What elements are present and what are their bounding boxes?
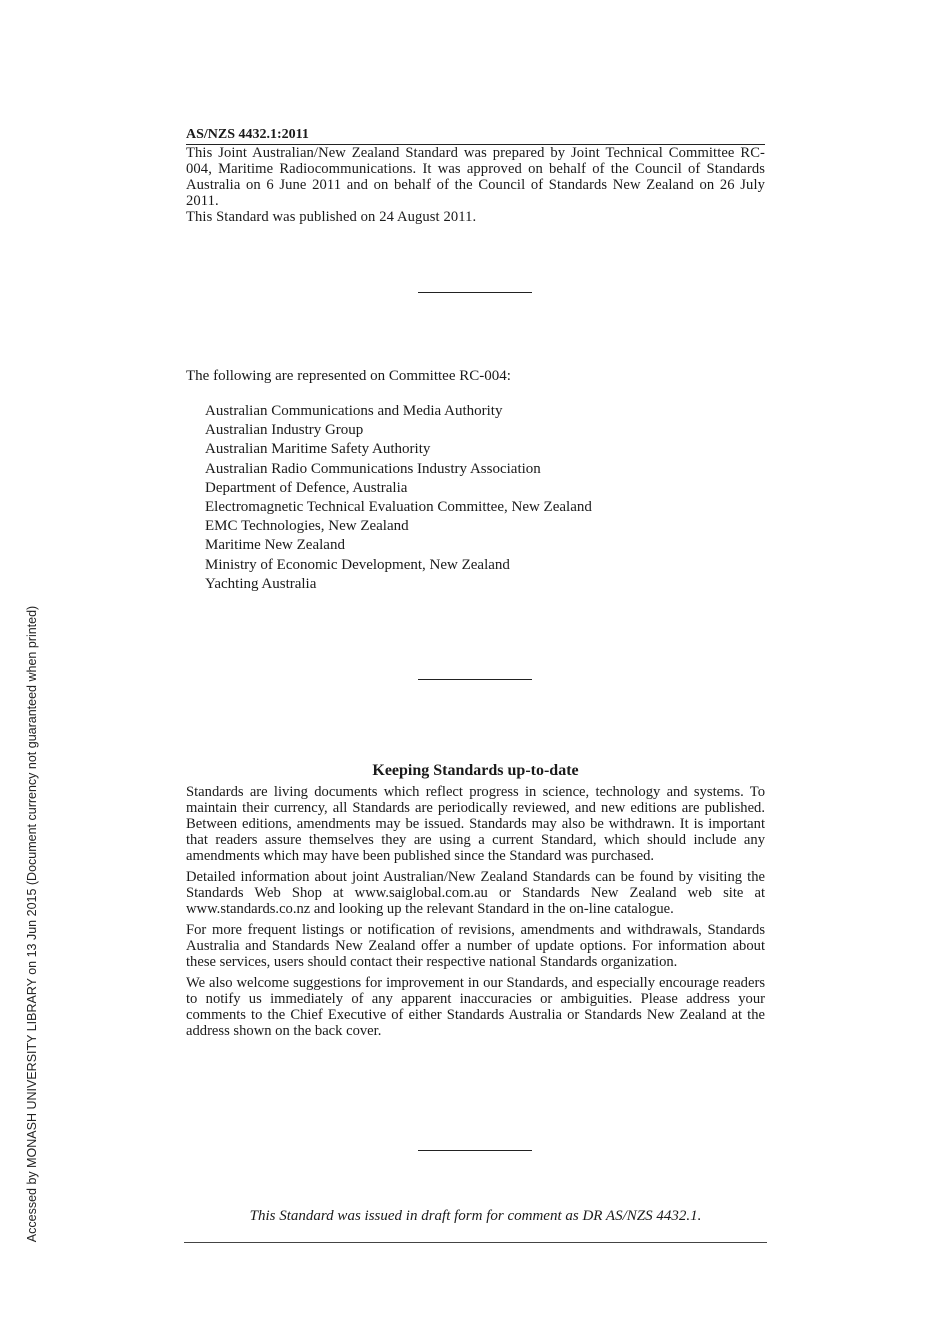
list-item: Electromagnetic Technical Evaluation Committee, New Zealand <box>205 498 592 515</box>
list-item: Ministry of Economic Development, New Zealand <box>205 556 510 573</box>
committee-intro: The following are represented on Committee RC-004: <box>186 368 511 384</box>
section-divider <box>418 292 532 293</box>
list-item: Yachting Australia <box>205 575 317 592</box>
draft-note: This Standard was issued in draft form for comment as DR AS/NZS 4432.1. <box>249 1208 702 1224</box>
body-paragraph: We also welcome suggestions for improvement in our Standards, and especially encourage readers to notify us immediately of any apparent inaccuracies or ambiguities. Please address your comments to the Chief Executive of either Standards Australia or Standards New Zealand at the address shown on the back cover. <box>186 975 765 1039</box>
keeping-standards-body <box>186 784 765 1044</box>
committee-member-list <box>205 402 592 594</box>
list-item: Australian Radio Communications Industry Association <box>205 460 541 477</box>
preparation-statement <box>186 145 765 225</box>
access-watermark-text: Accessed by MONASH UNIVERSITY LIBRARY on 13 Jun 2015 (Document currency not guaranteed when printed) <box>25 605 39 1243</box>
publication-date-paragraph: This Standard was published on 24 August 2011. <box>186 209 477 225</box>
standard-id: AS/NZS 4432.1:2011 <box>186 127 765 145</box>
list-item: Australian Industry Group <box>205 422 364 439</box>
section-heading: Keeping Standards up-to-date <box>372 762 579 779</box>
body-paragraph: Standards are living documents which reflect progress in science, technology and systems. To maintain their currency, all Standards are periodically reviewed, and new editions are published. Between editions, amendments may be issued. Standards may also be withdrawn. It is important that readers assure themselves they are using a current Standard, which should include any amendments which may have been published since the Standard was purchased. <box>186 784 765 864</box>
body-paragraph: Detailed information about joint Australian/New Zealand Standards can be found by visiting the Standards Web Shop at www.saiglobal.com.au or Standards New Zealand web site at www.standards.co.nz and looking up the relevant Standard in the on-line catalogue. <box>186 869 765 917</box>
section-divider <box>418 679 532 680</box>
footer-rule <box>184 1242 767 1243</box>
list-item: Maritime New Zealand <box>205 537 345 554</box>
list-item: Australian Communications and Media Authority <box>205 403 503 419</box>
list-item: Department of Defence, Australia <box>205 479 408 496</box>
list-item: EMC Technologies, New Zealand <box>205 518 409 535</box>
list-item: Australian Maritime Safety Authority <box>205 441 431 458</box>
preparation-paragraph: This Joint Australian/New Zealand Standard was prepared by Joint Technical Committee RC-004, Maritime Radiocommunications. It was approved on behalf of the Council of Standards Australia on 6 June 2011 and on behalf of the Council of Standards New Zealand on 26 July 2011. <box>186 145 765 209</box>
body-paragraph: For more frequent listings or notification of revisions, amendments and withdrawals, Standards Australia and Standards New Zealand offer a number of update options. For information about these services, users should contact their respective national Standards organization. <box>186 922 765 970</box>
section-divider <box>418 1150 532 1151</box>
